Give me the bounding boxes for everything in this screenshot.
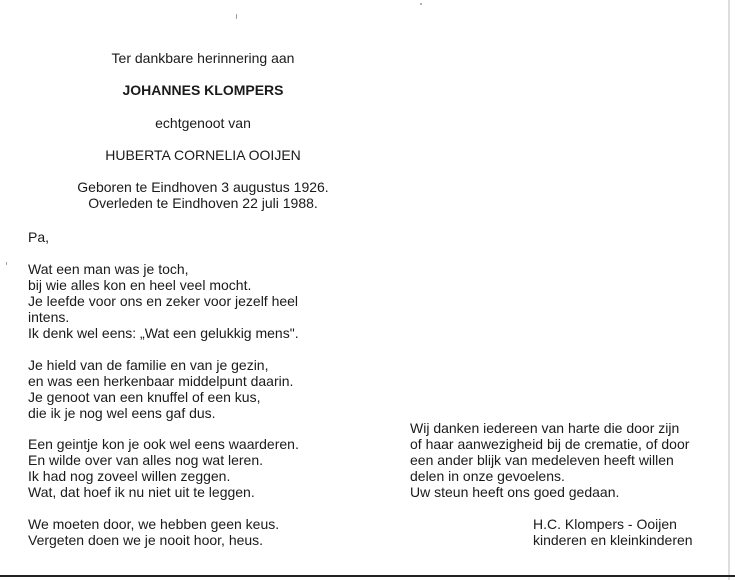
poem-stanza-2 bbox=[28, 357, 368, 421]
signature-block bbox=[533, 516, 693, 548]
right-column bbox=[410, 420, 710, 548]
poem-line: Vergeten doen we je nooit hoor, heus. bbox=[28, 532, 264, 548]
birth-line: Geboren te Eindhoven 3 augustus 1926. bbox=[77, 179, 329, 195]
paper-speck bbox=[6, 262, 7, 265]
poem-line: Je hield van de familie en van je gezin, bbox=[28, 357, 269, 373]
deceased-name: JOHANNES KLOMPERS bbox=[122, 82, 284, 98]
paper-speck bbox=[420, 3, 422, 5]
thanks-line: delen in onze gevoelens. bbox=[410, 468, 565, 484]
poem-line: Ik denk wel eens: „Wat een gelukkig mens". bbox=[28, 325, 299, 341]
relation-line: echtgenoot van bbox=[155, 115, 251, 131]
poem-line: We moeten door, we hebben geen keus. bbox=[28, 516, 280, 532]
poem-line: Een geintje kon je ook wel eens waarderen. bbox=[28, 436, 299, 452]
poem-line: die ik je nog wel eens gaf dus. bbox=[28, 405, 216, 421]
card-edge bbox=[728, 0, 730, 580]
poem-stanza-4 bbox=[28, 516, 368, 548]
card-bottom-edge bbox=[0, 575, 735, 577]
spouse-name: HUBERTA CORNELIA OOIJEN bbox=[105, 147, 301, 163]
poem-stanza-1 bbox=[28, 261, 368, 341]
salutation: Pa, bbox=[28, 229, 50, 245]
poem-line: en was een herkenbaar middelpunt daarin. bbox=[28, 373, 294, 389]
poem-line: intens. bbox=[28, 309, 70, 325]
poem-line: Ik had nog zoveel willen zeggen. bbox=[28, 468, 231, 484]
poem-line: Je leefde voor ons en zeker voor jezelf heel bbox=[28, 293, 299, 309]
poem-line: bij wie alles kon en heel veel mocht. bbox=[28, 277, 252, 293]
poem-stanza-3 bbox=[28, 436, 368, 500]
poem-line: Je genoot van een knuffel of een kus, bbox=[28, 389, 261, 405]
death-line: Overleden te Eindhoven 22 juli 1988. bbox=[88, 195, 318, 211]
signature-line: kinderen en kleinkinderen bbox=[533, 532, 693, 548]
poem-line: Wat, dat hoef ik nu niet uit te leggen. bbox=[28, 484, 255, 500]
thanks-line: of haar aanwezigheid bij de crematie, of door bbox=[410, 436, 690, 452]
poem-line: En wilde over van alles nog wat leren. bbox=[28, 452, 264, 468]
thanks-line: Wij danken iedereen van harte die door zijn bbox=[410, 420, 680, 436]
thanks-paragraph bbox=[410, 420, 710, 500]
paper-speck bbox=[236, 14, 237, 19]
thanks-line: een ander blijk van medeleven heeft willen bbox=[410, 452, 674, 468]
signature-line: H.C. Klompers - Ooijen bbox=[533, 516, 677, 532]
poem-line: Wat een man was je toch, bbox=[28, 261, 189, 277]
thanks-line: Uw steun heeft ons goed gedaan. bbox=[410, 484, 620, 500]
intro-line: Ter dankbare herinnering aan bbox=[111, 50, 295, 66]
